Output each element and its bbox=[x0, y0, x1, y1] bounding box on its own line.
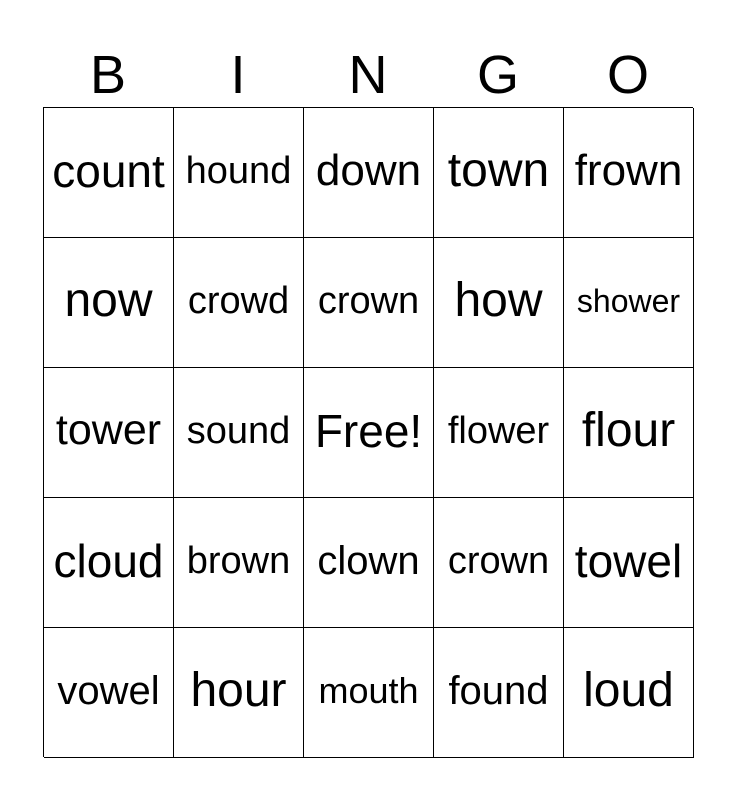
header-letter-i: I bbox=[230, 45, 246, 105]
bingo-cell: crown bbox=[434, 498, 564, 628]
bingo-cell: sound bbox=[174, 368, 304, 498]
bingo-cell: tower bbox=[44, 368, 174, 498]
bingo-board bbox=[43, 107, 693, 757]
bingo-cell: cloud bbox=[44, 498, 174, 628]
bingo-cell: count bbox=[44, 108, 174, 238]
bingo-cell: loud bbox=[564, 628, 694, 758]
bingo-cell: hound bbox=[174, 108, 304, 238]
header-letter-b: B bbox=[89, 45, 127, 105]
bingo-header bbox=[43, 44, 693, 106]
bingo-cell: Free! bbox=[304, 368, 434, 498]
header-letter-n: N bbox=[348, 45, 388, 105]
bingo-cell: brown bbox=[174, 498, 304, 628]
bingo-cell: flower bbox=[434, 368, 564, 498]
bingo-cell: town bbox=[434, 108, 564, 238]
bingo-cell: now bbox=[44, 238, 174, 368]
bingo-cell: towel bbox=[564, 498, 694, 628]
bingo-cell: hour bbox=[174, 628, 304, 758]
bingo-cell: mouth bbox=[304, 628, 434, 758]
bingo-cell: crown bbox=[304, 238, 434, 368]
bingo-cell: crowd bbox=[174, 238, 304, 368]
bingo-cell: found bbox=[434, 628, 564, 758]
header-letter-g: G bbox=[476, 45, 519, 105]
bingo-cell: frown bbox=[564, 108, 694, 238]
bingo-cell: flour bbox=[564, 368, 694, 498]
bingo-cell: shower bbox=[564, 238, 694, 368]
bingo-cell: how bbox=[434, 238, 564, 368]
bingo-cell: down bbox=[304, 108, 434, 238]
header-letter-o: O bbox=[606, 45, 649, 105]
bingo-cell: vowel bbox=[44, 628, 174, 758]
bingo-cell: clown bbox=[304, 498, 434, 628]
